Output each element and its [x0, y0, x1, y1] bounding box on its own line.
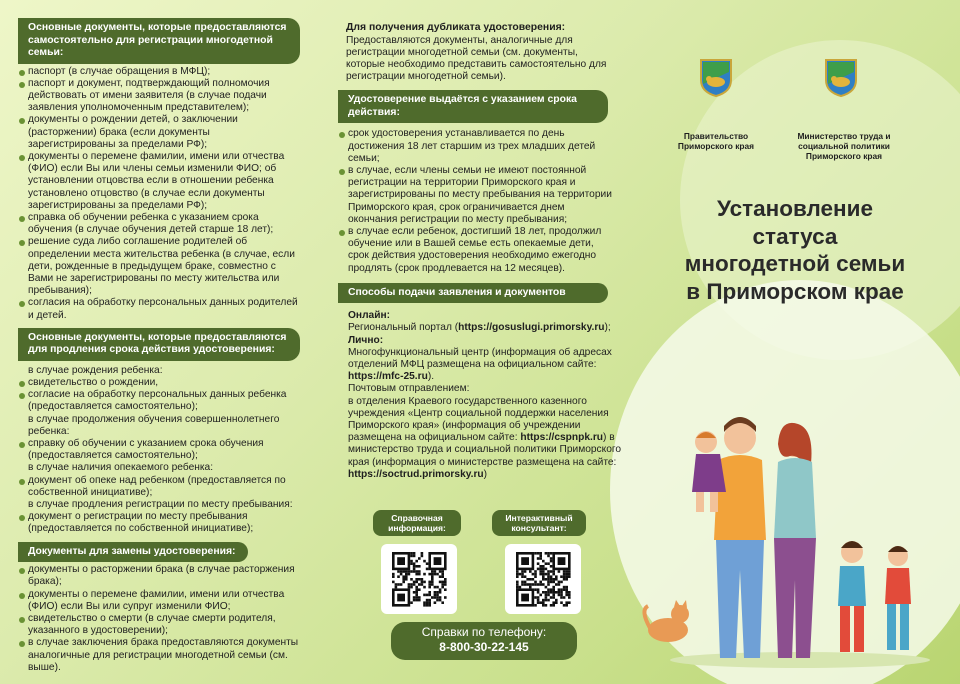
list-item: паспорт и документ, подтверждающий полномочия действовать от имени заявителя (в случае подачи заявления уполномоченным представителем); — [18, 78, 300, 115]
list-item: справка об обучении ребенка с указанием срока обучения (в случае обучения детей старше 18 лет); — [18, 212, 300, 236]
cspnpk-link[interactable]: https://cspnpk.ru — [520, 432, 604, 444]
section-title-registration: Основные документы, которые предоставляются самостоятельно для регистрации многодетной семьи: — [18, 18, 300, 64]
list-item: согласия на обработку персональных данных родителей и детей. — [18, 297, 300, 321]
personal-label: Лично: — [348, 334, 384, 346]
list-item: решение суда либо соглашение родителей об определении места жительства ребенка (в случае, если дети, рожденные в предыдущем браке, совместно с Вами не зарегистрированы по месту жительства или пребывания); — [18, 236, 300, 297]
list-item: документы о рождении детей, о заключении (расторжении) брака (если документы зарегистрированы за пределами РФ); — [18, 114, 300, 151]
column-procedures — [338, 0, 630, 481]
list-item: документ об опеке над ребенком (предоставляется по собственной инициативе); — [18, 475, 300, 499]
section-title-extension: Основные документы, которые предоставляются для продления срока действия удостоверения: — [18, 328, 300, 361]
qr-code-icon — [505, 544, 581, 614]
qr-code-consultant[interactable] — [505, 544, 581, 614]
section-title-ways: Способы подачи заявления и документов — [338, 283, 608, 304]
section-title-replacement: Документы для замены удостоверения: — [18, 542, 248, 563]
org-ministry: Министерство труда и социальной политики Приморского края — [797, 131, 891, 161]
list-item: документы о расторжении брака (в случае расторжения брака); — [18, 564, 300, 588]
list-item: справку об обучении с указанием срока обучения (предоставляется самостоятельно); — [18, 438, 300, 462]
list-item: в случае продления регистрации по месту пребывания: — [28, 499, 293, 510]
personal-text: Многофункциональный центр (информация об адресах отделений МФЦ размещена на официальном сайте: https://mfc-25.ru). — [348, 346, 612, 383]
list-item: в случае, если члены семьи не имеют постоянной регистрации на территории Приморского края и зарегистрированы по месту пребывания на территории Приморского края, срок ограничивается днем окончания регистрации по месту пребывания; — [338, 165, 616, 226]
qr-code-reference[interactable] — [381, 544, 457, 614]
list-item: в случае продолжения обучения совершеннолетнего ребенка: — [28, 413, 280, 437]
duplicate-text: Предоставляются документы, аналогичные для регистрации многодетной семьи (см. документы, которые необходимо представить самостоятельно для регистрации многодетной семьи). — [346, 34, 607, 83]
mail-label: Почтовым отправлением: — [348, 383, 470, 395]
column-documents — [18, 0, 300, 674]
list-item: в случае наличия опекаемого ребенка: — [28, 462, 214, 474]
phone-label: Справки по телефону: — [421, 625, 547, 639]
list-item: паспорт (в случае обращения в МФЦ); — [18, 66, 300, 78]
list-item: документ о регистрации по месту пребывания (предоставляется по собственной инициативе); — [18, 511, 300, 535]
section-title-term: Удостоверение выдаётся с указанием срока действия: — [338, 90, 608, 123]
list-item: согласие на обработку персональных данных ребенка (предоставляется самостоятельно); — [18, 389, 300, 413]
list-item: в случае рождения ребенка: — [28, 364, 163, 376]
org-government: Правительство Приморского края — [677, 131, 755, 151]
list-item: свидетельство о смерти (в случае смерти родителя, указанного в удостоверении); — [18, 613, 300, 637]
phone-number[interactable]: 8-800-30-22-145 — [439, 640, 529, 654]
list-item: срок удостоверения устанавливается по день достижения 18 лет старшим из трех младших детей семьи; — [338, 128, 616, 165]
term-list — [338, 128, 630, 274]
extension-documents-list — [18, 365, 300, 536]
list-item: в случае заключения брака предоставляются документы аналогичные для регистрации многодетной семьи (см. выше). — [18, 637, 300, 674]
list-item: в случае если ребенок, достигший 18 лет, продолжил обучение или в Вашей семье есть опекаемые дети, срок действия удостоверения необходимо ежегодно продлять (срок продлевается на 12 месяцев). — [338, 226, 616, 275]
registration-documents-list — [18, 66, 300, 322]
replacement-documents-list — [18, 564, 300, 674]
family-illustration — [640, 410, 940, 670]
soctrud-link[interactable]: https://soctrud.primorsky.ru — [348, 468, 484, 480]
qr-label-consultant: Интерактивный консультант: — [492, 510, 586, 536]
coat-of-arms-icon — [824, 58, 858, 98]
submission-ways — [338, 310, 630, 481]
gosuslugi-link[interactable]: https://gosuslugi.primorsky.ru — [458, 322, 605, 334]
duplicate-heading: Для получения дубликата удостоверения: — [346, 22, 566, 33]
qr-code-icon — [381, 544, 457, 614]
coat-of-arms-icon — [699, 58, 733, 98]
online-label: Онлайн: — [348, 310, 391, 322]
list-item: документы о перемене фамилии, имени или отчества (ФИО) если Вы или члены семьи изменили ФИО; об установлении отцовства если в отношении ребенка установлено отцовство (в случае если документы зарегистрированы за пределами РФ); — [18, 151, 300, 212]
phone-block — [391, 622, 577, 660]
mfc-link[interactable]: https://mfc-25.ru — [348, 371, 428, 383]
online-text: Региональный портал (https://gosuslugi.primorsky.ru); — [348, 322, 611, 334]
list-item: свидетельство о рождении, — [18, 377, 300, 389]
list-item: документы о перемене фамилии, имени или отчества (ФИО) если Вы или супруг изменили ФИО; — [18, 589, 300, 613]
qr-label-reference: Справочная информация: — [373, 510, 461, 536]
brochure-title: Установление статуса многодетной семьи в Приморском крае — [684, 196, 906, 304]
mail-text: в отделения Краевого государственного казенного учреждения «Центр социальной поддержки населения Приморского края» (информация об учреждении размещена на официальном сайте: https://cspnpk.ru) в министерство труда и социальной политики Приморского края (информация о министерстве размещена на сайте: https://soctrud.primorsky.ru) — [348, 395, 622, 480]
